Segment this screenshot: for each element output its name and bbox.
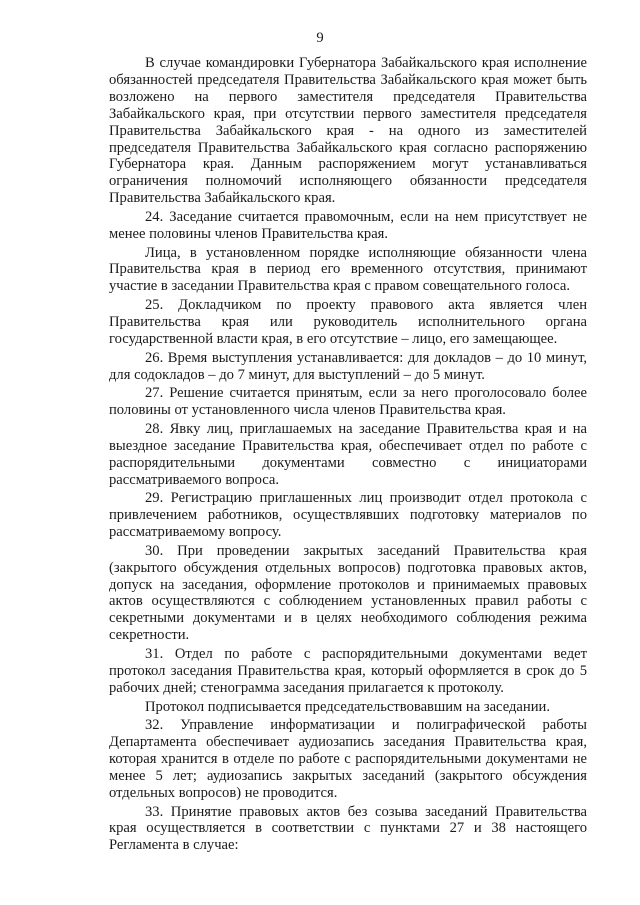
paragraph-28: 28. Явку лиц, приглашаемых на заседание Правительства края и на выездное заседание Правительства края, обеспечивает отдел по работе с распорядительными документами совместно с инициаторами рассматриваемого вопроса.: [109, 420, 587, 488]
paragraph-32: 32. Управление информатизации и полиграфической работы Департамента обеспечивает аудиозапись заседания Правительства края, которая хранится в отделе по работе с распорядительными документами не менее 5 лет; аудиозапись закрытых заседаний (закрытого обсуждения отдельных вопросов) не проводится.: [109, 717, 587, 801]
paragraph-24: 24. Заседание считается правомочным, если на нем присутствует не менее половины членов Правительства края.: [109, 208, 587, 242]
paragraph-33: 33. Принятие правовых актов без созыва заседаний Правительства края осуществляется в соответствии с пунктами 27 и 38 настоящего Регламента в случае:: [109, 803, 587, 854]
paragraph-24-note: Лица, в установленном порядке исполняющие обязанности члена Правительства края в период его временного отсутствия, принимают участие в заседании Правительства края с правом совещательного голоса.: [109, 244, 587, 295]
paragraph-31: 31. Отдел по работе с распорядительными документами ведет протокол заседания Правительства края, который оформляется в срок до 5 рабочих дней; стенограмма заседания прилагается к протоколу.: [109, 645, 587, 696]
paragraph-26: 26. Время выступления устанавливается: для докладов – до 10 минут, для содокладов – до 7 минут, для выступлений – до 5 минут.: [109, 349, 587, 383]
paragraph-31-note: Протокол подписывается председательствовавшим на заседании.: [145, 698, 550, 715]
paragraph-25: 25. Докладчиком по проекту правового акта является член Правительства края или руководитель исполнительного органа государственной власти края, в его отсутствие – лицо, его замещающее.: [109, 297, 587, 347]
page-number: 9: [316, 30, 324, 46]
paragraph-intro: В случае командировки Губернатора Забайкальского края исполнение обязанностей председателя Правительства Забайкальского края может быть возложено на первого заместителя председателя Правительства Забайкальского края, при отсутствии первого заместителя председателя Правительства Забайкальского края - на одного из заместителей председателя Правительства Забайкальского края согласно распоряжению Губернатора края. Данным распоряжением могут устанавливаться ограничения полномочий исполняющего обязанности председателя Правительства Забайкальского края.: [109, 55, 587, 207]
document-body: [109, 55, 587, 856]
paragraph-29: 29. Регистрацию приглашенных лиц производит отдел протокола с привлечением работников, осуществлявших подготовку материалов по рассматриваемому вопросу.: [109, 490, 587, 541]
paragraph-30: 30. При проведении закрытых заседаний Правительства края (закрытого обсуждения отдельных вопросов) подготовка правовых актов, допуск на заседания, оформление протоколов и принимаемых правовых актов осуществляются с соблюдением установленных правил работы с секретными документами и в целях необходимого соблюдения режима секретности.: [109, 542, 587, 644]
paragraph-27: 27. Решение считается принятым, если за него проголосовало более половины от установленного числа членов Правительства края.: [109, 385, 587, 419]
